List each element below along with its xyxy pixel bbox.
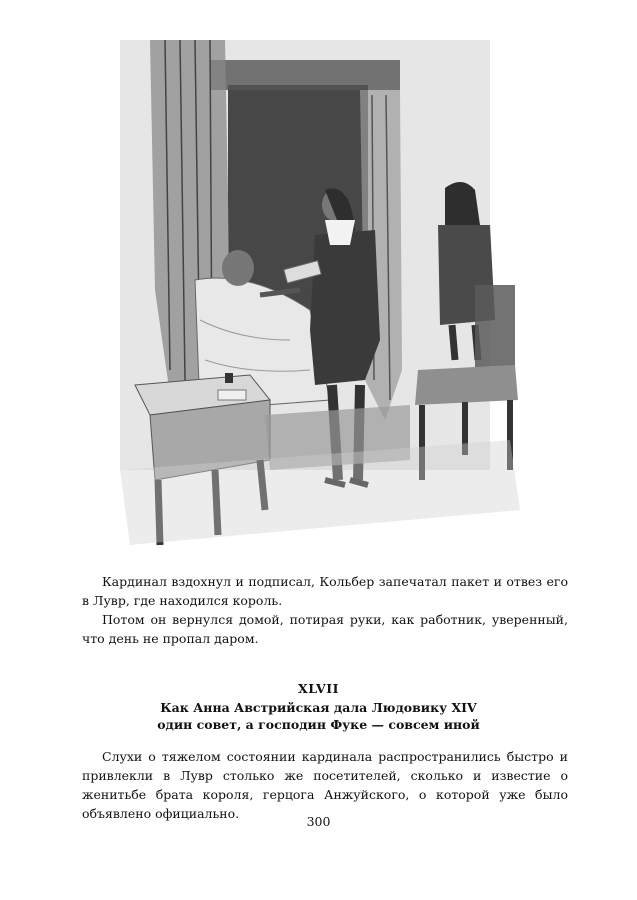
chapter-title-line: Как Анна Австрийская дала Людовику XIV (160, 700, 477, 715)
canopy-valance (210, 60, 400, 90)
illustration-cardinal-bedside (110, 40, 530, 555)
page-number: 300 (306, 814, 331, 829)
text-block-top (82, 572, 568, 648)
chapter-number: XLVII (298, 681, 339, 696)
chapter-title-line: один совет, а господин Фуке — совсем иной (157, 717, 480, 732)
colbert-collar (325, 220, 355, 245)
inkwell (225, 373, 233, 383)
chapter-title (0, 699, 637, 733)
paragraph: Потом он вернулся домой, потирая руки, как работник, уверенный, что день не пропал даром. (82, 612, 568, 646)
colbert-coat (310, 230, 380, 385)
paragraph: Кардинал вздохнул и подписал, Кольбер запечатал пакет и отвез его в Лувр, где находился король. (82, 574, 568, 608)
paragraph: Слухи о тяжелом состоянии кардинала распространились быстро и привлекли в Лувр столько же посетителей, сколько и известие о женитьбе брата короля, герцога Анжуйского, о которой уже было объявлено официально. (82, 749, 568, 821)
chair-seat (415, 365, 518, 405)
letter-on-table (218, 390, 246, 400)
cardinal-head (222, 250, 254, 286)
engraving-drawing (110, 40, 530, 555)
text-block-bottom (82, 747, 568, 823)
